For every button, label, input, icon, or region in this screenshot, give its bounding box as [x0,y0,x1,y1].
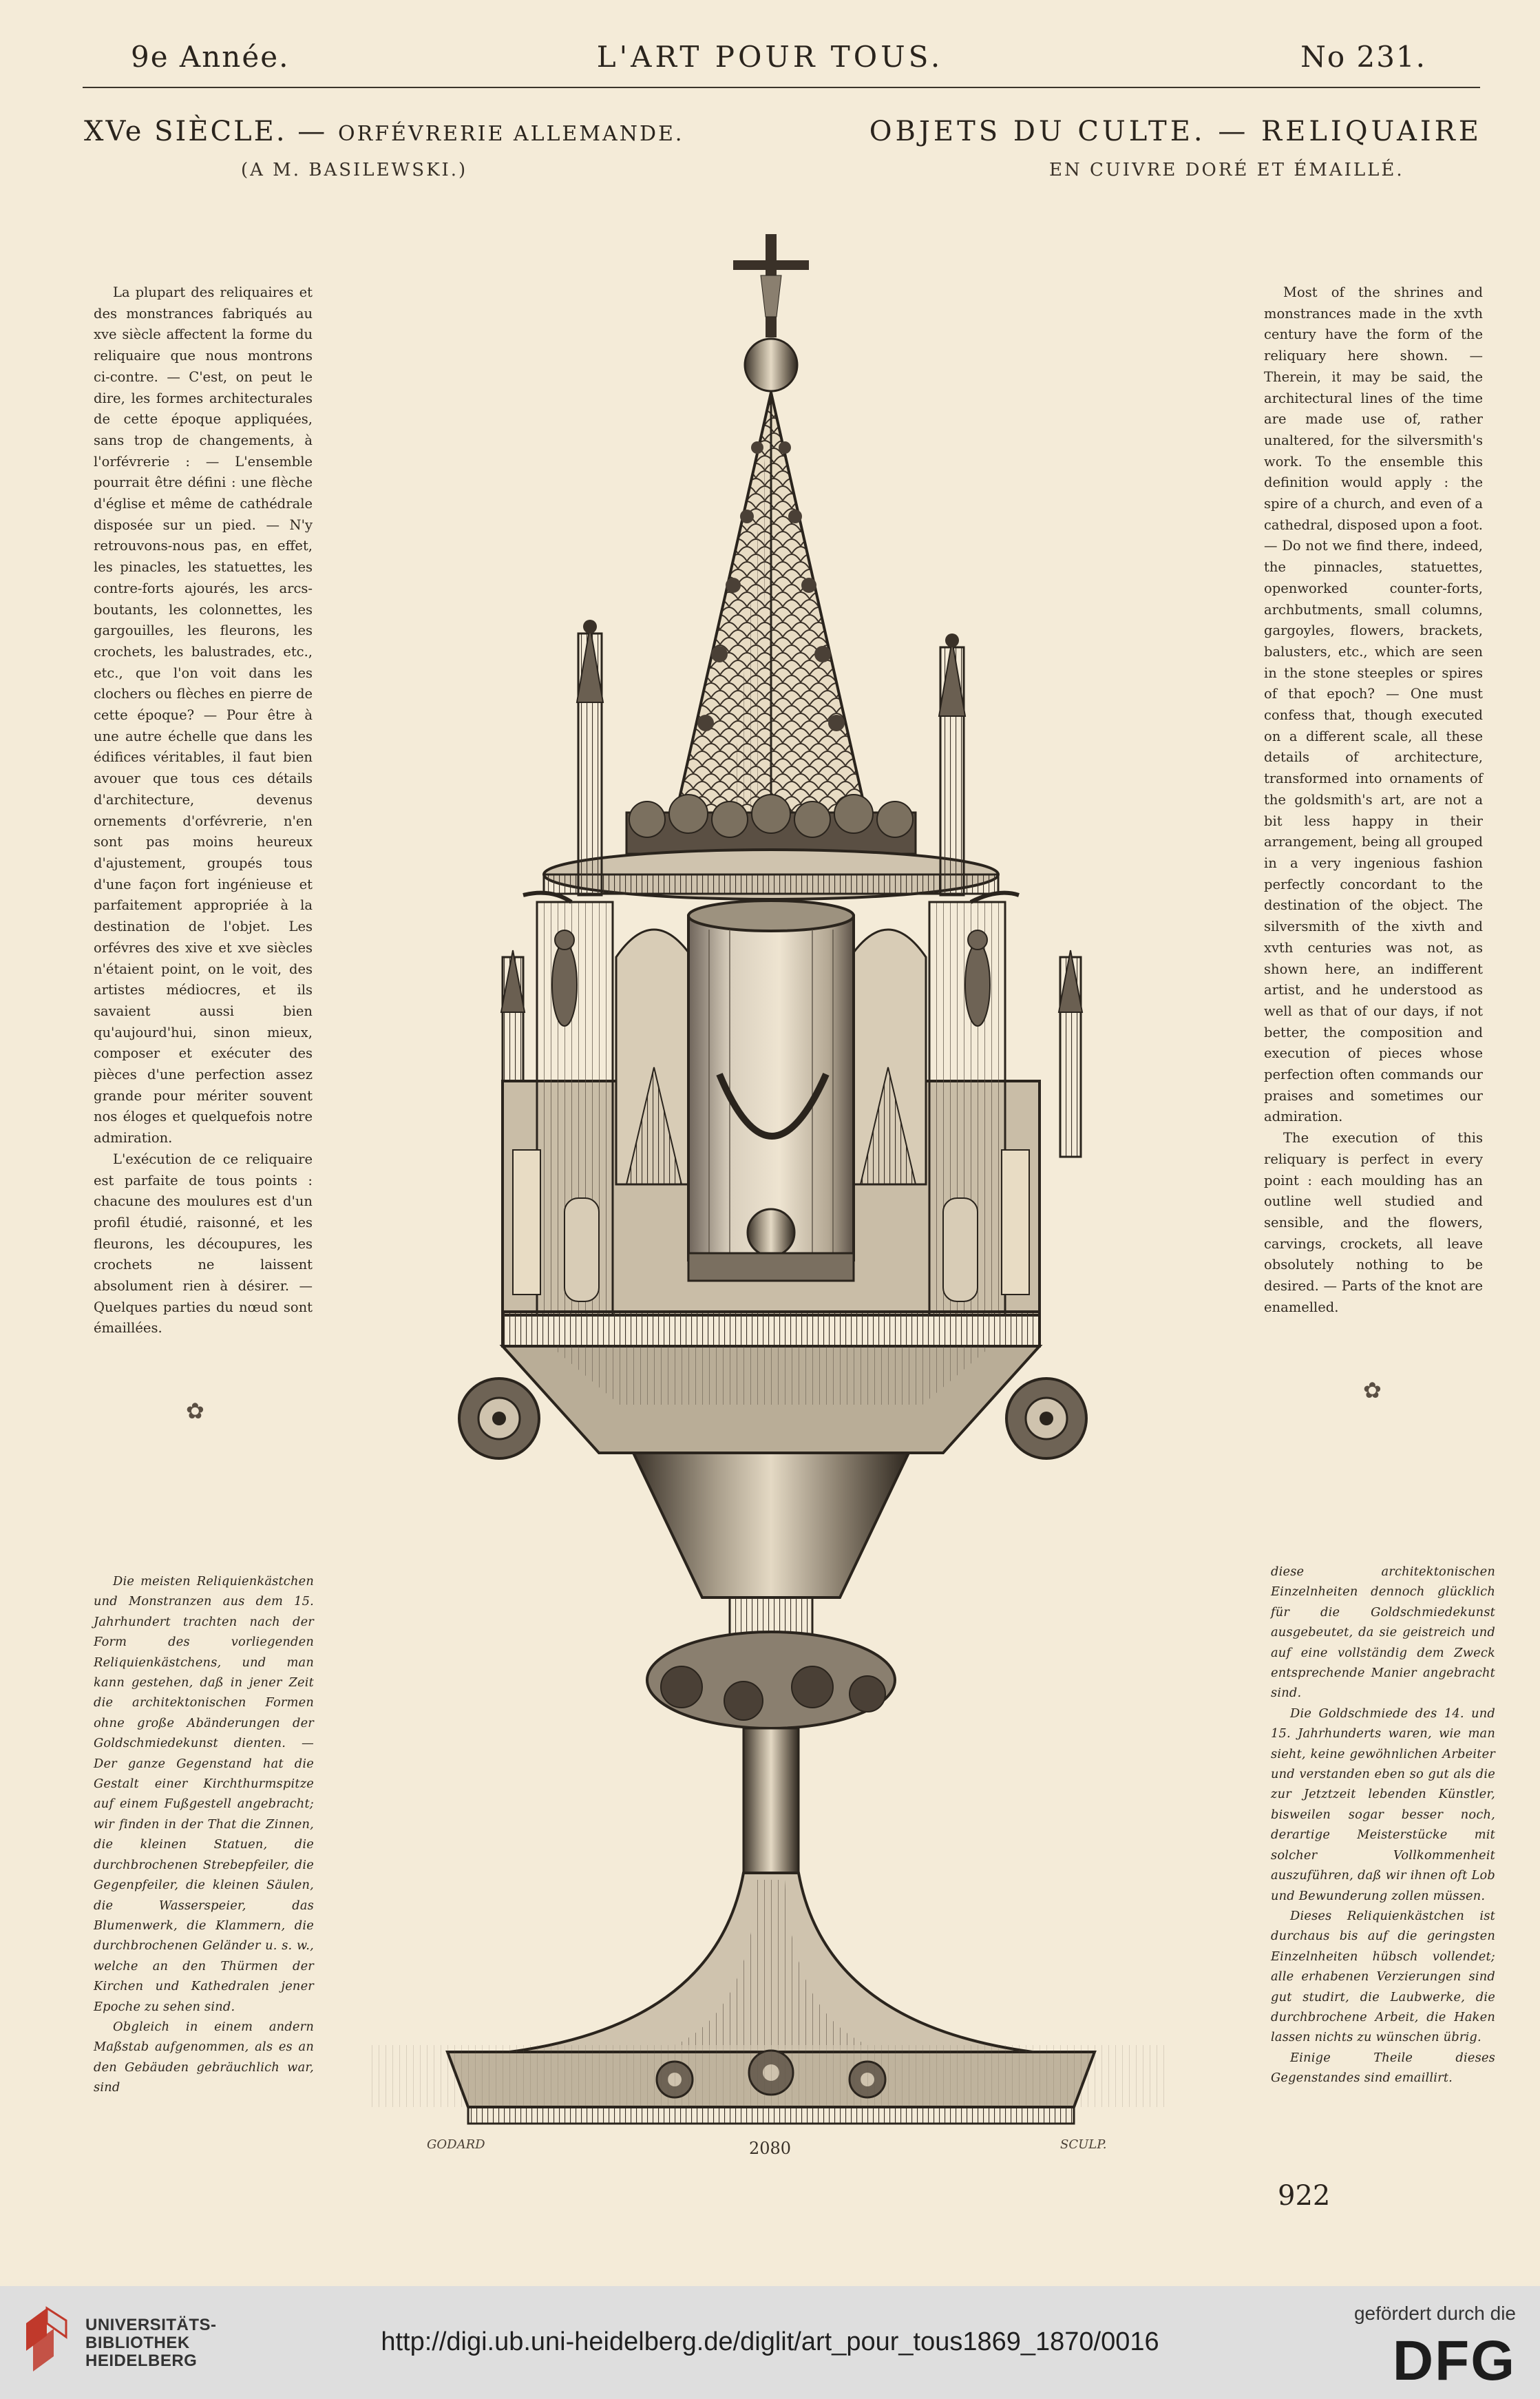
paragraph: Einige Theile dieses Gegenstandes sind emaillirt. [1271,2050,1495,2086]
paragraph: Die Goldschmiede des 14. und 15. Jahrhunderts waren, wie man sieht, keine gewöhnlichen Arbeiter und verstanden eben so gut als die zur Jetztzeit lebenden Künstler, bisweilen sogar besser noch, derartige Meisterstücke mit solcher Vollkommenheit auszuführen, daß wir ihnen oft Lob und Bewunderung zollen müssen. [1271,1706,1495,1903]
rosette-right-icon [1006,1379,1086,1458]
university-name-line: HEIDELBERG [85,2351,198,2370]
reliquary-engraving [344,220,1198,2162]
leaf-crown [544,795,998,899]
paragraph: Obgleich in einem andern Maßstab aufgenommen, als es an den Gebäuden gebräuchlich war, sind [94,2019,314,2095]
paragraph: Die meisten Reliquienkästchen und Monstranzen aus dem 15. Jahrhundert trachten nach der Form des vorliegenden Reliquienkästchens, und man kann gestehen, daß in jener Zeit die architektonischen Formen ohne große Abänderungen der Goldschmiedekunst dienten. — Der ganze Gegenstand hat die Gestalt einer Kirchthurmspitze auf einem Fußgestell angebracht; wir finden in der That die Zinnen, die kleinen Statuen, die durchbrochenen Strebepfeiler, die Gegenpfeiler, die kleinen Säulen, die Wasserspeier, das Blumenwerk, die Klammern, die durchbrochenen Geländer u. s. w., welche an den Thürmen der Kirchen und Kathedralen jener Epoche zu sehen sind. [94,1574,314,2014]
stem-and-knot [633,1453,909,1880]
dfg-logo: DFG [1392,2329,1516,2392]
title-right: OBJETS DU CULTE. — RELIQUAIRE [869,116,1482,147]
title-left [84,116,684,147]
header-rule [83,87,1480,88]
title-left-small: ORFÉVRERIE ALLEMANDE. [338,122,684,146]
funding-note: gefördert durch die [1353,2303,1516,2324]
ornament-right-icon: ✿ [1363,1377,1382,1403]
page-number: 922 [1278,2180,1331,2212]
english-text-column [1264,282,1483,1318]
source-url[interactable]: http://digi.ub.uni-heidelberg.de/diglit/art_pour_tous1869_1870/0016 [381,2327,1159,2356]
paragraph: Dieses Reliquienkästchen ist durchaus bis auf die geringsten Einzelnheiten hübsch vollendet; alle erhabenen Verzierungen sind gut studirt, die Laubwerke, die durchbrochene Arbeit, die Haken lassen nichts zu wünschen übrig. [1271,1908,1495,2045]
lower-ledge [459,1312,1086,1458]
university-name-line: BIBLIOTHEK [85,2334,190,2352]
title-left-main: XVe SIÈCLE. — [84,116,328,147]
digitization-footer [0,2286,1540,2399]
french-text-column [94,282,313,1339]
engraver-signature-right: SCULP. [1060,2137,1107,2152]
german-text-column-right [1271,1562,1495,2088]
paragraph: La plupart des reliquaires et des monstrances fabriqués au xve siècle affectent la forme du reliquaire que nous montrons ci-contre. — C'est, on peut le dire, les formes architecturales de cette époque appliquées, sans trop de changements, à l'orfévrerie : — L'ensemble pourrait être défini : une flèche d'église et même de cathédrale disposée sur un pied. — N'y retrouvons-nous pas, en effet, les pinacles, les statuettes, les contre-forts ajourés, les arcs-boutants, les colonnettes, les gargouilles, les fleurons, les crochets, les balustrades, etc., etc., que l'on voit dans les clochers ou flèches en pierre de cette époque? — Pour être à une autre échelle que dans les édifices véritables, il faut bien avouer que tous ces détails d'architecture, devenus ornements d'orfévrerie, n'en sont pas moins heureux d'ajustement, groupés tous d'une façon fort ingénieuse et parfaitement appropriée à la destination de l'objet. Les orfévres des xive et xve siècles n'étaient point, on le voit, des artistes médiocres, et ils savaient aussi bien qu'aujourd'hui, sinon mieux, composer et exécuter des pièces d'une perfection assez grande pour mériter souvent nos éloges et quelquefois notre admiration. [94,284,313,1146]
cross-finial [733,234,809,391]
paragraph: diese architektonischen Einzelnheiten dennoch glücklich für die Goldschmiedekunst ausgebeutet, da sie geistreich und auf eine vollständig dem Zweck entsprechende Manier angebracht sind. [1271,1564,1495,1701]
rosette-left-icon [459,1379,539,1458]
paragraph: L'exécution de ce reliquaire est parfaite de tous points : chacune des moulures est d'un profil étudié, raisonné, et les fleurons, les découpures, les crochets ne laissent absolument rien à désirer. — Quelques parties du nœud sont émaillées. [94,1151,313,1337]
header-journal-title: L'ART POUR TOUS. [596,40,944,74]
header-issue-number: No 231. [1300,40,1426,74]
paragraph: The execution of this reliquary is perfect in every point : each moulding has an outline well studied and sensible, and the flowers, carvings, crockets, all leave obsolutely nothing to be desired. — Parts of the knot are enamelled. [1264,1130,1483,1315]
subtitle-left: (A M. BASILEWSKI.) [241,160,468,180]
engraver-signature-left: GODARD [427,2137,485,2152]
german-text-column-left [94,1571,314,2098]
header-year: 9e Année. [131,40,290,74]
paragraph: Most of the shrines and monstrances made in the xvth century have the form of the reliquary here shown. — Therein, it may be said, the architectural lines of the time are made use of, rather unaltered, for the silversmith's work. To the ensemble this definition would apply : the spire of a church, and even of a cathedral, disposed upon a foot. — Do not we find there, indeed, the pinnacles, statuettes, openworked counter-forts, archbutments, small columns, gargoyles, flowers, brackets, balusters, etc., which are seen in the stone steeples or spires of that epoch? — One must confess that, though executed on a different scale, all these details of architecture, transformed into ornaments of the goldsmith's art, are not a bit less happy in their arrangement, being all grouped in a very ingenious fashion perfectly concordant to the destination of the object. The silversmith of the xivth and xvth centuries was not, as shown here, an indifferent artist, and he understood as well as that of our days, if not better, the composition and execution of pieces whose perfection often commands our praises and sometimes our admiration. [1264,284,1483,1125]
plate-number: 2080 [748,2139,792,2158]
central-spire [675,392,867,819]
glass-cylinder [688,901,854,1281]
foot [372,1873,1170,2124]
subtitle-right: EN CUIVRE DORÉ ET ÉMAILLÉ. [1049,160,1404,180]
ornament-left-icon: ✿ [186,1398,204,1424]
university-name-line: UNIVERSITÄTS- [85,2316,217,2334]
